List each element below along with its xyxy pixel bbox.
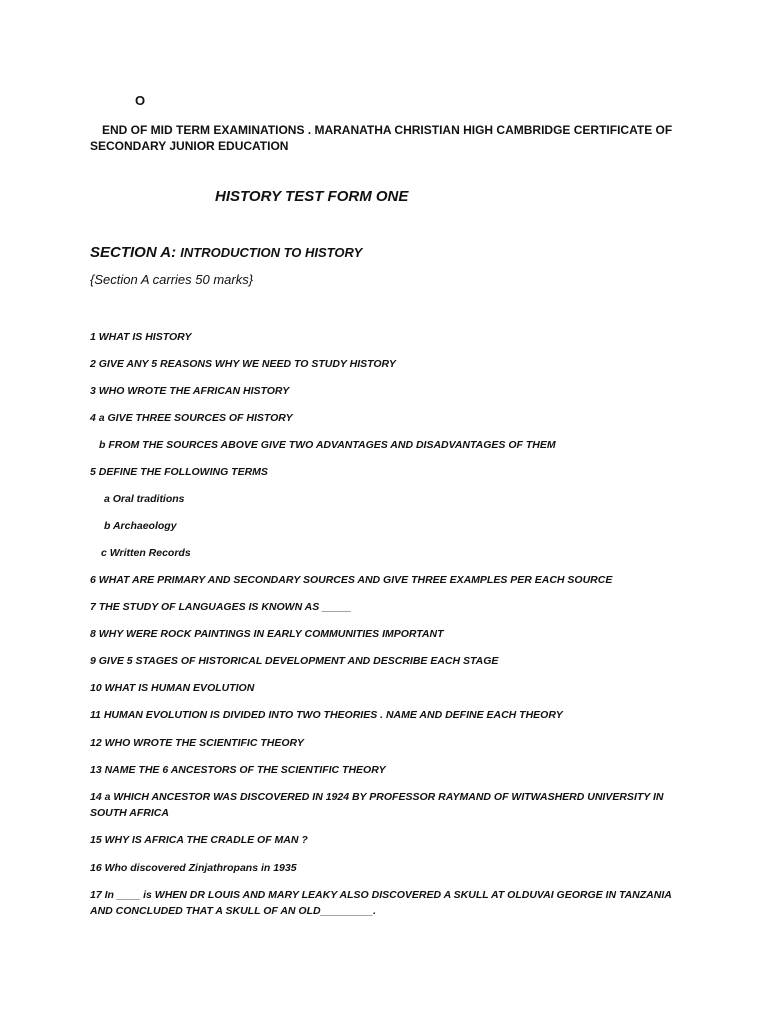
question-15: 15 WHY IS AFRICA THE CRADLE OF MAN ?: [90, 834, 308, 846]
question-3: 3 WHO WROTE THE AFRICAN HISTORY: [90, 385, 290, 397]
question-5c: c Written Records: [101, 547, 191, 559]
question-5a: a Oral traditions: [104, 493, 185, 505]
section-name: INTRODUCTION TO HISTORY: [180, 245, 363, 260]
question-12: 12 WHO WROTE THE SCIENTIFIC THEORY: [90, 737, 304, 749]
question-4b: b FROM THE SOURCES ABOVE GIVE TWO ADVANTAGES AND DISADVANTAGES OF THEM: [99, 439, 556, 451]
question-5: 5 DEFINE THE FOLLOWING TERMS: [90, 466, 268, 478]
exam-header: [90, 122, 690, 154]
question-7: 7 THE STUDY OF LANGUAGES IS KNOWN AS _____: [90, 601, 352, 613]
question-5b: b Archaeology: [104, 520, 177, 532]
test-title: HISTORY TEST FORM ONE: [215, 188, 409, 205]
question-1: 1 WHAT IS HISTORY: [90, 331, 192, 343]
question-14a: 14 a WHICH ANCESTOR WAS DISCOVERED IN 1924 BY PROFESSOR RAYMAND OF WITWASHERD UNIVERSITY IN SOUTH AFRICA: [90, 791, 664, 819]
question-2: 2 GIVE ANY 5 REASONS WHY WE NEED TO STUDY HISTORY: [90, 358, 396, 370]
section-marks: {Section A carries 50 marks}: [90, 272, 254, 287]
page-mark: O: [135, 93, 146, 108]
question-10: 10 WHAT IS HUMAN EVOLUTION: [90, 682, 255, 694]
question-13: 13 NAME THE 6 ANCESTORS OF THE SCIENTIFIC THEORY: [90, 764, 386, 776]
question-17: 17 In ____ is WHEN DR LOUIS AND MARY LEAKY ALSO DISCOVERED A SKULL AT OLDUVAI GEORGE IN TANZANIA AND CONCLUDED THAT A SKULL OF AN OLD_________.: [90, 889, 672, 917]
question-8: 8 WHY WERE ROCK PAINTINGS IN EARLY COMMUNITIES IMPORTANT: [90, 628, 444, 640]
question-11: 11 HUMAN EVOLUTION IS DIVIDED INTO TWO THEORIES . NAME AND DEFINE EACH THEORY: [90, 709, 563, 721]
header-line-1: END OF MID TERM EXAMINATIONS . MARANATHA CHRISTIAN HIGH CAMBRIDGE CERTIFICATE OF: [102, 123, 673, 137]
question-16: 16 Who discovered Zinjathropans in 1935: [90, 862, 297, 874]
section-heading: [90, 244, 362, 261]
question-9: 9 GIVE 5 STAGES OF HISTORICAL DEVELOPMENT AND DESCRIBE EACH STAGE: [90, 655, 499, 667]
section-label: SECTION A:: [90, 244, 177, 261]
question-6: 6 WHAT ARE PRIMARY AND SECONDARY SOURCES AND GIVE THREE EXAMPLES PER EACH SOURCE: [90, 574, 613, 586]
question-4a: 4 a GIVE THREE SOURCES OF HISTORY: [90, 412, 293, 424]
header-line-2: SECONDARY JUNIOR EDUCATION: [90, 139, 289, 153]
